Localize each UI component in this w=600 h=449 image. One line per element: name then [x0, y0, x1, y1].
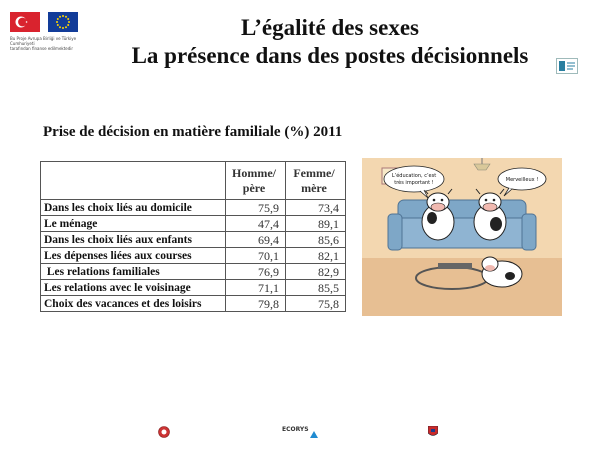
- row-femme-value: 82,1: [286, 248, 346, 264]
- row-label: Dans les choix liés au domicile: [41, 200, 226, 216]
- row-label: Les relations avec le voisinage: [41, 280, 226, 296]
- header-femme: [286, 162, 346, 200]
- row-homme-value: 71,1: [226, 280, 286, 296]
- table-row: [41, 296, 346, 312]
- row-label: Les relations familiales: [41, 264, 226, 280]
- eu-flag-icon: [48, 12, 78, 32]
- title-line1: L’égalité des sexes: [240, 15, 419, 40]
- partner-seal-icon: [158, 425, 170, 437]
- title-line2: La présence dans des postes décisionnels: [131, 43, 529, 68]
- logo-caption: [10, 36, 86, 51]
- header-femme-line1: Femme/: [293, 165, 335, 180]
- cow-family-cartoon: [362, 158, 562, 316]
- bubble-text-line2: très important !: [394, 180, 434, 186]
- table-row: [41, 232, 346, 248]
- ecorys-logo: ECORYS: [282, 426, 309, 433]
- header-homme-line1: Homme/: [232, 165, 276, 180]
- header-femme-line2: mère: [301, 180, 327, 195]
- row-homme-value: 70,1: [226, 248, 286, 264]
- header-blank-cell: [41, 162, 226, 200]
- row-homme-value: 79,8: [226, 296, 286, 312]
- row-homme-value: 47,4: [226, 216, 286, 232]
- table-row: [41, 248, 346, 264]
- table-row: [41, 264, 346, 280]
- header-homme: [226, 162, 286, 200]
- row-homme-value: 76,9: [226, 264, 286, 280]
- cartoon-illustration: [362, 158, 562, 316]
- decision-table: [40, 161, 346, 312]
- bubble-text-merveilleux: Merveilleux !: [505, 177, 539, 183]
- eu-turkey-logo: [10, 12, 86, 56]
- header-homme-line2: père: [242, 180, 266, 195]
- ministry-emblem-icon: [428, 425, 438, 437]
- row-femme-value: 89,1: [286, 216, 346, 232]
- table-row: [41, 280, 346, 296]
- row-label: Les dépenses liées aux courses: [41, 248, 226, 264]
- row-femme-value: 75,8: [286, 296, 346, 312]
- table-row: [41, 216, 346, 232]
- row-femme-value: 82,9: [286, 264, 346, 280]
- row-label: Choix des vacances et des loisirs: [41, 296, 226, 312]
- row-femme-value: 73,4: [286, 200, 346, 216]
- bubble-text-line1: L’éducation, c’est: [391, 173, 437, 179]
- row-label: Dans les choix liés aux enfants: [41, 232, 226, 248]
- page-title: [80, 14, 580, 70]
- logo-caption-line2: tarafından finanse edilmektedir: [10, 46, 74, 51]
- ecorys-triangle-icon: [310, 425, 318, 432]
- row-femme-value: 85,6: [286, 232, 346, 248]
- table-row: [41, 200, 346, 216]
- turkey-flag-icon: [10, 12, 40, 32]
- row-label: Le ménage: [41, 216, 226, 232]
- table-subtitle: Prise de décision en matière familiale (%) 2011: [43, 124, 343, 140]
- row-femme-value: 85,5: [286, 280, 346, 296]
- row-homme-value: 75,9: [226, 200, 286, 216]
- row-homme-value: 69,4: [226, 232, 286, 248]
- logo-caption-line1: Bu Proje Avrupa Birliği ve Türkiye Cumhuriyeti: [10, 36, 77, 46]
- table-header-row: [41, 162, 346, 200]
